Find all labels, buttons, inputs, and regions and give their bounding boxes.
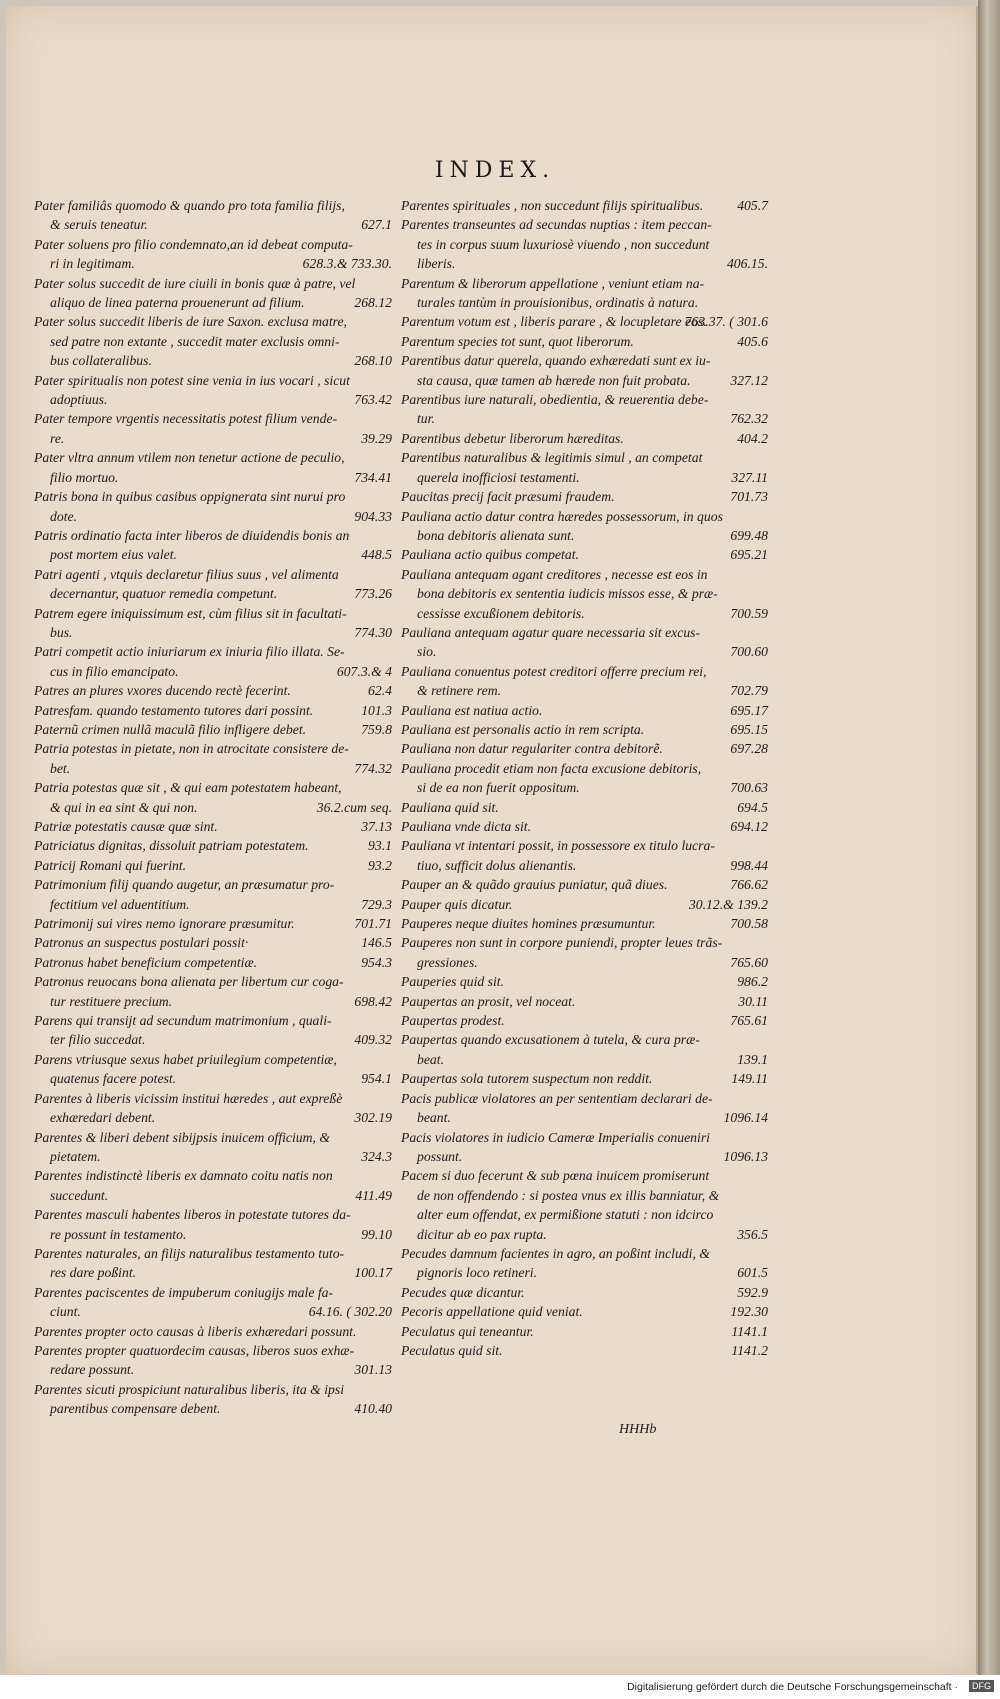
index-entry-line: Patronus habet beneficium competentiæ. 954.3: [34, 953, 392, 972]
page-reference: 763.42: [354, 392, 392, 408]
page-reference: 697.28: [730, 741, 768, 757]
index-entry-line: Parentes propter quatuordecim causas, liberos suos exhæ-: [34, 1342, 354, 1358]
index-entry: [34, 739, 392, 778]
page-title: INDEX.: [434, 158, 556, 183]
index-entry-line: Parentes propter octo causas à liberis exhæredari possunt.: [34, 1323, 357, 1339]
index-entry-line: gressiones. 765.60: [401, 953, 768, 972]
page-reference: 405.7: [737, 198, 768, 213]
index-entry-line: redare possunt. 301.13: [34, 1360, 392, 1379]
index-entry: [34, 196, 392, 235]
page-reference: 324.3: [361, 1148, 392, 1164]
index-entry: [34, 953, 392, 972]
index-entry-line: Parentes spirituales , non succedunt filijs spiritualibus. 405.7: [401, 196, 768, 215]
index-entry-line: cus in filio emancipato. 607.3.& 4: [34, 662, 392, 681]
index-entry: [401, 351, 768, 390]
index-entry-line: bus collateralibus. 268.10: [34, 351, 392, 370]
index-entry-line: turales tantùm in prouisionibus, ordinatis à natura. 763.37. ( 301.6: [401, 293, 768, 312]
footer-bar: [0, 1675, 1000, 1699]
index-entry-line: Pater solus succedit de iure ciuili in bonis quæ à patre, vel: [34, 275, 356, 291]
page-reference: 448.5: [361, 547, 392, 563]
index-entry-line: Patrimonij sui vires nemo ignorare præsumitur. 701.71: [34, 914, 392, 933]
index-entry-line: Paupertas sola tutorem suspectum non reddit. 149.11: [401, 1069, 768, 1088]
page-reference: 149.11: [731, 1071, 768, 1087]
index-entry-line: Pauliana vt intentari possit, in possessore ex titulo lucra-: [401, 838, 715, 854]
index-entry-line: Parens qui transijt ad secundum matrimonium , quali-: [34, 1013, 332, 1029]
page-reference: 36.2.cum seq.: [316, 799, 392, 815]
index-entry-line: Pauperes neque diuites homines præsumuntur. 700.58: [401, 914, 768, 933]
page-reference: 327.12: [730, 372, 768, 388]
index-entry: [34, 778, 392, 817]
index-entry-line: si de ea non fuerit oppositum. 700.63: [401, 778, 768, 797]
page-reference: 627.1: [361, 217, 392, 233]
page-reference: 100.17: [354, 1265, 392, 1281]
page-reference: 139.1: [737, 1051, 768, 1067]
index-entry-line: Patria potestas in pietate, non in atrocitate consistere de-: [34, 741, 349, 757]
page-reference: 765.60: [730, 954, 768, 970]
index-entry: [401, 1341, 768, 1360]
page-reference: 1141.1: [731, 1323, 768, 1339]
index-entry-line: Pauperies quid sit. 986.2: [401, 972, 768, 991]
index-entry-line: Paupertas quando excusationem à tutela, & cura præ-: [401, 1032, 700, 1048]
page-reference: 695.15: [730, 721, 768, 737]
index-entry-line: aliquo de linea paterna prouenerunt ad filium. 268.12: [34, 293, 392, 312]
index-entry: [401, 507, 768, 546]
index-entry-line: de non offendendo : si postea vnus ex illis banniatur, &: [417, 1187, 720, 1203]
index-entry-line: Parentibus debetur liberorum hæreditas. 404.2: [401, 429, 768, 448]
page-reference: 356.5: [737, 1226, 768, 1242]
page-reference: 592.9: [737, 1284, 768, 1300]
index-entry: [34, 1128, 392, 1167]
page-reference: 301.13: [354, 1362, 392, 1378]
index-entry-line: Pauliana vnde dicta sit. 694.12: [401, 817, 768, 836]
index-entry: [401, 895, 768, 914]
page-reference: 759.8: [361, 721, 392, 737]
index-entry-line: & retinere rem. 702.79: [401, 681, 768, 700]
page-reference: 93.1: [368, 838, 392, 854]
index-entry-line: Parentibus naturalibus & legitimis simul , an competat: [401, 450, 703, 466]
index-entry-line: re. 39.29: [34, 429, 392, 448]
index-entry-line: Parentum & liberorum appellatione , veniunt etiam na-: [401, 275, 705, 291]
index-entry: [34, 604, 392, 643]
page-reference: 411.49: [355, 1187, 392, 1203]
index-entry: [401, 196, 768, 215]
index-entry-line: Patrem egere iniquissimum est, cùm filius sit in facultati-: [34, 605, 347, 621]
index-entry: [34, 312, 392, 370]
index-entry-line: Patri competit actio iniuriarum ex iniuria filio illata. Se-: [34, 644, 345, 660]
index-entry-line: Patresfam. quando testamento tutores dari possint. 101.3: [34, 701, 392, 720]
page-reference: 763.37. ( 301.6: [684, 314, 768, 330]
index-entry: [34, 487, 392, 526]
index-entry-line: Parentes indistinctè liberis ex damnato coitu natis non: [34, 1168, 333, 1184]
index-entry-line: re possunt in testamento. 99.10: [34, 1225, 392, 1244]
index-entry: [34, 856, 392, 875]
index-entry-line: Parentes naturales, an filijs naturalibus testamento tuto-: [34, 1245, 345, 1261]
index-entry-line: & seruis teneatur. 627.1: [34, 215, 392, 234]
index-entry: [34, 681, 392, 700]
index-entry: [34, 1244, 392, 1283]
index-entry-line: Parentum votum est , liberis parare , & locupletare eos.: [401, 314, 707, 330]
page-reference: 765.61: [730, 1013, 768, 1029]
index-entry: [401, 1011, 768, 1030]
page-reference: 986.2: [737, 974, 768, 990]
index-entry-line: Pauperes non sunt in corpore puniendi, propter leues trãs-: [401, 935, 723, 951]
index-entry: [34, 1089, 392, 1128]
index-entry: [401, 972, 768, 991]
page-reference: 409.32: [354, 1032, 392, 1048]
index-entry: [401, 215, 768, 273]
index-entry-line: Parentibus datur querela, quando exhæredati sunt ex iu-: [401, 353, 711, 369]
index-column-right: [401, 196, 768, 1360]
index-entry-line: dote. 904.33: [34, 507, 392, 526]
index-entry: [34, 642, 392, 681]
index-entry-line: Pater soluens pro filio condemnato,an id debeat computa-: [34, 236, 353, 252]
index-entry-line: pietatem. 324.3: [34, 1147, 392, 1166]
index-entry-line: Parens vtriusque sexus habet priuilegium competentiæ,: [34, 1051, 337, 1067]
index-entry-line: fectitium vel aduentitium. 729.3: [34, 895, 392, 914]
page-reference: 998.44: [730, 857, 768, 873]
page-reference: 1096.13: [723, 1148, 768, 1164]
index-entry: [401, 1283, 768, 1302]
dfg-logo: DFG: [969, 1680, 994, 1692]
index-entry-line: parentibus compensare debent. 410.40: [34, 1399, 392, 1418]
page-reference: 700.58: [730, 916, 768, 932]
signature-mark: HHHb: [619, 1422, 657, 1437]
index-entry-line: Peculatus quid sit. 1141.2: [401, 1341, 768, 1360]
index-entry-line: Pacis violatores in iudicio Cameræ Imperialis conueniri: [401, 1129, 710, 1145]
index-entry-line: Patris ordinatio facta inter liberos de diuidendis bonis an: [34, 527, 350, 543]
index-entry-line: Paupertas prodest. 765.61: [401, 1011, 768, 1030]
index-entry: [34, 1011, 392, 1050]
index-entry-line: Patrimonium filij quando augetur, an præsumatur pro-: [34, 877, 335, 893]
index-entry: [401, 817, 768, 836]
index-entry-line: Pauliana actio quibus competat. 695.21: [401, 545, 768, 564]
footer-text: Digitalisierung gefördert durch die Deutsche Forschungsgemeinschaft ·: [627, 1681, 958, 1693]
page-reference: 30.11: [738, 993, 768, 1009]
index-entry-line: Pater vltra annum vtilem non tenetur actione de peculio,: [34, 450, 345, 466]
page-reference: 698.42: [354, 993, 392, 1009]
page-reference: 601.5: [737, 1265, 768, 1281]
index-entry-line: Parentum species tot sunt, quot liberorum. 405.6: [401, 332, 768, 351]
page-reference: 904.33: [354, 508, 392, 524]
index-entry-line: sta causa, quæ tamen ab hærede non fuit probata. 327.12: [401, 371, 768, 390]
index-entry: [34, 914, 392, 933]
index-entry: [34, 526, 392, 565]
index-entry-line: Pecoris appellatione quid veniat. 192.30: [401, 1302, 768, 1321]
index-entry-line: bet. 774.32: [34, 759, 392, 778]
index-entry: [34, 972, 392, 1011]
index-entry-line: Patronus reuocans bona alienata per libertum cur coga-: [34, 974, 344, 990]
index-entry-line: querela inofficiosi testamenti. 327.11: [401, 468, 768, 487]
index-entry-line: succedunt. 411.49: [34, 1186, 392, 1205]
index-entry-line: Patris bona in quibus casibus oppignerata sint nurui pro: [34, 489, 346, 505]
page-reference: 774.30: [354, 624, 392, 640]
page-reference: 37.13: [361, 819, 392, 834]
index-entry: [401, 1069, 768, 1088]
index-entry-line: Pater familiâs quomodo & quando pro tota familia filijs,: [34, 198, 345, 213]
page-reference: 702.79: [730, 683, 768, 699]
page-reference: 327.11: [731, 469, 768, 485]
index-entry-line: bus. 774.30: [34, 623, 392, 642]
page-reference: 93.2: [368, 857, 392, 873]
page-reference: 773.26: [354, 586, 392, 602]
index-entry: [34, 875, 392, 914]
index-entry-line: ciunt. 64.16. ( 302.20: [34, 1302, 392, 1321]
index-entry-line: Pauliana quid sit. 694.5: [401, 798, 768, 817]
index-entry-line: Parentes sicuti prospiciunt naturalibus liberis, ita & ipsi: [34, 1381, 344, 1397]
page-reference: 30.12.& 139.2: [688, 896, 768, 912]
index-entry-line: Pater tempore vrgentis necessitatis potest filium vende-: [34, 411, 338, 427]
page-reference: 701.71: [354, 916, 392, 932]
index-entry: [401, 487, 768, 506]
index-entry-line: Parentes paciscentes de impuberum coniugijs male fa-: [34, 1284, 334, 1300]
index-entry: [401, 1030, 768, 1069]
page-reference: 146.5: [361, 935, 392, 951]
index-entry: [401, 1166, 768, 1244]
index-entry: [34, 1205, 392, 1244]
page-reference: 694.5: [737, 799, 768, 815]
index-entry-line: Paucitas precij facit præsumi fraudem. 701.73: [401, 487, 768, 506]
page-reference: 1141.2: [731, 1342, 768, 1358]
page-reference: 1096.14: [723, 1110, 768, 1126]
index-entry-line: alter eum offendat, ex permißione statuti : non idcirco: [417, 1207, 714, 1223]
index-entry: [401, 914, 768, 933]
index-entry-line: res dare poßint. 100.17: [34, 1263, 392, 1282]
index-entry: [401, 623, 768, 662]
index-entry: [34, 701, 392, 720]
index-entry-line: sed patre non extante , succedit mater exclusis omni-: [50, 333, 340, 349]
page-reference: 766.62: [730, 877, 768, 893]
index-entry-line: Patriæ potestatis causæ quæ sint. 37.13: [34, 817, 392, 836]
index-entry: [401, 448, 768, 487]
index-entry-line: Pauliana procedit etiam non facta excusione debitoris,: [401, 760, 702, 776]
page-reference: 774.32: [354, 760, 392, 776]
index-entry: [34, 1380, 392, 1419]
index-entry: [401, 390, 768, 429]
index-entry: [401, 739, 768, 758]
page-reference: 192.30: [730, 1304, 768, 1320]
index-entry: [401, 1128, 768, 1167]
page-reference: 954.1: [361, 1071, 392, 1087]
index-entry-line: Pauliana non datur regulariter contra debitorẽ. 697.28: [401, 739, 768, 758]
index-entry-line: ri in legitimam. 628.3.& 733.30.: [34, 254, 392, 273]
index-entry: [34, 235, 392, 274]
page-reference: 695.17: [730, 702, 768, 718]
index-entry-line: bona debitoris ex sententia iudicis missos esse, & præ-: [417, 586, 718, 602]
index-entry-line: filio mortuo. 734.41: [34, 468, 392, 487]
index-entry: [34, 1050, 392, 1089]
index-entry-line: & qui in ea sint & qui non. 36.2.cum seq.: [34, 798, 392, 817]
index-entry-line: ter filio succedat. 409.32: [34, 1030, 392, 1049]
index-entry: [401, 759, 768, 798]
index-entry-line: Parentes à liberis vicissim institui hæredes , aut expreßè: [34, 1090, 343, 1106]
index-entry-line: Pauper an & quãdo grauius puniatur, quã diues. 766.62: [401, 875, 768, 894]
index-entry: [401, 701, 768, 720]
page-reference: 406.15.: [726, 256, 768, 272]
index-entry-line: Patres an plures vxores ducendo rectè fecerint. 62.4: [34, 681, 392, 700]
index-entry: [401, 565, 768, 623]
index-entry: [34, 836, 392, 855]
index-entry-line: Patria potestas quæ sit , & qui eam potestatem habeant,: [34, 780, 342, 796]
index-entry-line: Pater spiritualis non potest sine venia in ius vocari , sicut: [34, 372, 350, 388]
page-reference: 62.4: [368, 683, 392, 699]
index-entry: [401, 332, 768, 351]
index-entry: [401, 1089, 768, 1128]
index-entry-line: Pecudes quæ dicantur. 592.9: [401, 1283, 768, 1302]
index-entry-line: tes in corpus suum luxuriosè viuendo , non succedunt: [417, 236, 710, 252]
page-reference: 302.19: [354, 1110, 392, 1126]
page-reference: 729.3: [361, 896, 392, 912]
page-reference: 701.73: [730, 489, 768, 505]
page-reference: 734.41: [354, 469, 392, 485]
index-entry: [34, 1341, 392, 1380]
index-entry-line: Paternũ crimen nullã maculã filio infligere debet. 759.8: [34, 720, 392, 739]
index-entry: [34, 274, 392, 313]
index-entry: [34, 720, 392, 739]
index-entry: [401, 1244, 768, 1283]
index-entry-line: Pauper quis dicatur. 30.12.& 139.2: [401, 895, 768, 914]
book-edge: [978, 0, 1000, 1675]
index-entry-line: tur. 762.32: [401, 409, 768, 428]
page-reference: 405.6: [737, 333, 768, 349]
index-entry-line: Peculatus qui teneantur. 1141.1: [401, 1322, 768, 1341]
index-entry: [401, 429, 768, 448]
index-entry-line: dicitur ab eo pax rupta. 356.5: [401, 1225, 768, 1244]
index-entry-line: Patricij Romani qui fuerint. 93.2: [34, 856, 392, 875]
index-entry: [401, 992, 768, 1011]
index-entry-line: Paupertas an prosit, vel noceat. 30.11: [401, 992, 768, 1011]
page-reference: 99.10: [361, 1226, 392, 1242]
page-reference: 954.3: [361, 954, 392, 970]
index-entry-line: exhæredari debent. 302.19: [34, 1108, 392, 1127]
index-entry-line: Patriciatus dignitas, dissoluit patriam potestatem. 93.1: [34, 836, 392, 855]
index-entry: [401, 798, 768, 817]
index-entry-line: quatenus facere potest. 954.1: [34, 1069, 392, 1088]
index-column-left: [34, 196, 392, 1419]
index-entry-line: sio. 700.60: [401, 642, 768, 661]
page-reference: 64.16. ( 302.20: [308, 1304, 392, 1320]
index-entry-line: beant. 1096.14: [401, 1108, 768, 1127]
index-entry: [401, 720, 768, 739]
index-entry: [401, 1302, 768, 1321]
index-entry-line: Pacem si duo fecerunt & sub pœna inuicem promiserunt: [401, 1168, 710, 1184]
index-entry: [401, 836, 768, 875]
index-entry-line: pignoris loco retineri. 601.5: [401, 1263, 768, 1282]
page-reference: 694.12: [730, 819, 768, 834]
index-entry-line: Parentes masculi habentes liberos in potestate tutores da-: [34, 1207, 351, 1223]
index-entry-line: Pater solus succedit liberis de iure Saxon. exclusa matre,: [34, 314, 347, 330]
index-entry-line: possunt. 1096.13: [401, 1147, 768, 1166]
index-entry-line: beat. 139.1: [401, 1050, 768, 1069]
index-entry-line: Pauliana antequam agant creditores , necesse est eos in: [401, 566, 708, 582]
index-entry: [34, 448, 392, 487]
index-entry-line: Patronus an suspectus postulari possit· 146.5: [34, 933, 392, 952]
index-entry-line: Pauliana antequam agatur quare necessaria sit excus-: [401, 624, 701, 640]
index-entry: [401, 933, 768, 972]
index-entry-line: bona debitoris alienata sunt. 699.48: [401, 526, 768, 545]
page-reference: 268.12: [354, 295, 392, 311]
index-entry: [34, 371, 392, 410]
page-reference: 700.60: [730, 644, 768, 660]
index-entry: [34, 565, 392, 604]
index-entry: [34, 1166, 392, 1205]
index-entry-line: Pauliana actio datur contra hæredes possessorum, in quos: [401, 508, 723, 524]
index-entry-line: Parentibus iure naturali, obedientia, & reuerentia debe-: [401, 392, 709, 408]
index-entry-line: Parentes & liberi debent sibijpsis inuicem officium, &: [34, 1129, 331, 1145]
page-reference: 628.3.& 733.30.: [302, 256, 392, 272]
index-entry: [34, 409, 392, 448]
page-reference: 695.21: [730, 547, 768, 563]
page-reference: 700.63: [730, 780, 768, 796]
index-entry-line: tiuo, sufficit dolus alienantis. 998.44: [401, 856, 768, 875]
index-entry: [401, 875, 768, 894]
page-reference: 607.3.& 4: [336, 663, 392, 679]
index-entry-line: decernantur, quatuor remedia competunt. 773.26: [34, 584, 392, 603]
index-entry: [34, 1283, 392, 1322]
index-entry-line: tur restituere precium. 698.42: [34, 992, 392, 1011]
page-reference: 39.29: [361, 430, 392, 446]
index-entry: [401, 662, 768, 701]
index-entry-line: Pauliana conuentus potest creditori offerre precium rei,: [401, 663, 707, 679]
page-reference: 101.3: [361, 702, 392, 718]
index-entry: [401, 1322, 768, 1341]
index-entry-line: Pecudes damnum facientes in agro, an poßint includi, &: [401, 1245, 710, 1261]
index-entry: [34, 817, 392, 836]
index-entry-line: Patri agenti , vtquis declaretur filius suus , vel alimenta: [34, 566, 339, 582]
index-entry-line: Pauliana est natiua actio. 695.17: [401, 701, 768, 720]
index-entry-line: adoptiuus. 763.42: [34, 390, 392, 409]
index-entry-line: Pauliana est personalis actio in rem scripta. 695.15: [401, 720, 768, 739]
page-reference: 762.32: [730, 411, 768, 427]
index-entry-line: liberis. 406.15.: [401, 254, 768, 273]
index-entry-line: post mortem eius valet. 448.5: [34, 545, 392, 564]
index-entry: [34, 1322, 392, 1341]
page-reference: 700.59: [730, 605, 768, 621]
page-reference: 268.10: [354, 353, 392, 369]
index-entry-line: cessisse excußionem debitoris. 700.59: [401, 604, 768, 623]
index-entry: [401, 545, 768, 564]
page-reference: 404.2: [737, 430, 768, 446]
index-entry: [34, 933, 392, 952]
page-reference: 699.48: [730, 527, 768, 543]
page-reference: 410.40: [354, 1401, 392, 1417]
index-entry-line: Parentes transeuntes ad secundas nuptias : item peccan-: [401, 217, 712, 233]
index-entry-line: Pacis publicæ violatores an per sententiam declarari de-: [401, 1090, 713, 1106]
